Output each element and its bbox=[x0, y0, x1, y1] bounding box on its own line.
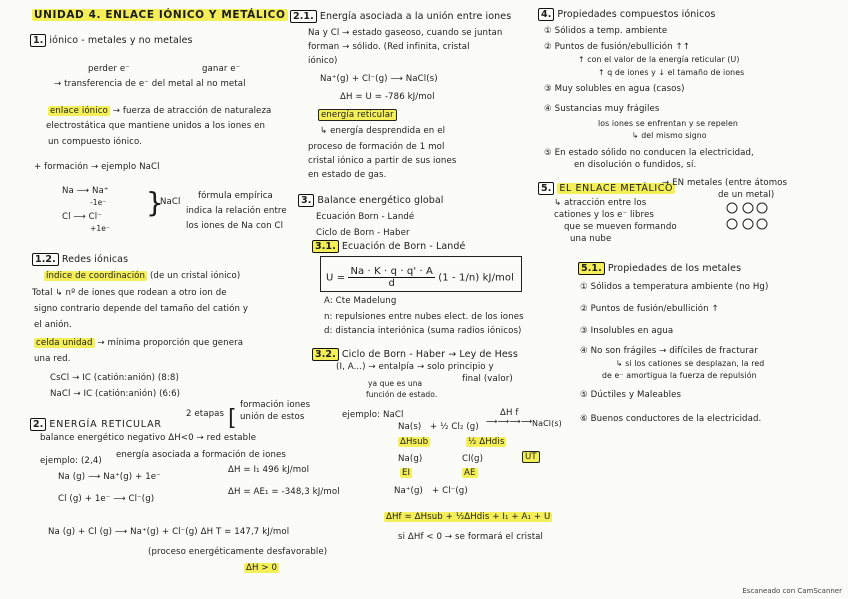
coordination-term: índice de coordinación bbox=[46, 271, 146, 281]
lattice-def-1: ↳ energía desprendida en el bbox=[320, 126, 446, 136]
lattice-equation: Na⁺(g) + Cl⁻(g) ⟶ NaCl(s) bbox=[320, 74, 438, 84]
coordination-def-1: Total ↳ nº de iones que rodean a otro ion de bbox=[32, 288, 227, 298]
lattice-def-2: proceso de formación de 1 mol bbox=[308, 142, 445, 152]
solid-line: forman → sólido. (Red infinita, cristal bbox=[308, 42, 470, 52]
na-electron: -1e⁻ bbox=[90, 198, 107, 207]
cycle-ut-text: UT bbox=[522, 451, 540, 463]
perder-label: perder e⁻ bbox=[88, 64, 130, 74]
cycle-ei bbox=[400, 468, 412, 479]
ionic-crystal-line: iónico) bbox=[308, 56, 338, 66]
hess-line-1: (I, A...) → entalpía → solo principio y bbox=[336, 362, 494, 372]
section-3-2-heading bbox=[312, 348, 518, 361]
born-haber-example: ejemplo: NaCl bbox=[342, 410, 404, 420]
metal-bond-where: → EN metales (entre átomos bbox=[662, 178, 788, 188]
metal-prop-4a: ↳ si los cationes se desplazan, la red bbox=[616, 359, 765, 368]
cycle-dis-text: ½ ΔHdis bbox=[468, 437, 505, 447]
cation-3 bbox=[757, 203, 767, 213]
cycle-ae-text: AE bbox=[464, 468, 476, 478]
metal-prop-1: ① Sólidos a temperatura ambiente (no Hg) bbox=[580, 282, 769, 292]
cycle-dis bbox=[466, 437, 506, 448]
cation-1 bbox=[727, 203, 737, 213]
cycle-na-plus: Na⁺(g) bbox=[394, 486, 423, 496]
metal-prop-4b: de e⁻ amortigua la fuerza de repulsión bbox=[602, 371, 757, 380]
hess-line-3: ya que es una bbox=[368, 379, 423, 388]
metal-prop-3: ③ Insolubles en agua bbox=[580, 326, 674, 336]
section-3-title: Balance energético global bbox=[317, 195, 444, 206]
electron-sea-diagram bbox=[722, 200, 782, 234]
ganar-label: ganar e⁻ bbox=[202, 64, 241, 74]
metal-bond-def-2: cationes y los e⁻ libres bbox=[554, 210, 654, 220]
cycle-na-g: Na(g) bbox=[398, 454, 423, 464]
unit-cell-def-2: una red. bbox=[34, 354, 71, 364]
section-1-2-number: 1.2. bbox=[32, 253, 59, 266]
cycle-nacl: NaCl(s) bbox=[532, 419, 562, 428]
empirical-formula-note: fórmula empírica bbox=[198, 191, 273, 201]
cycle-ei-text: EI bbox=[402, 468, 411, 478]
section-3-heading bbox=[298, 194, 444, 207]
formula-unit: kJ/mol bbox=[482, 272, 514, 284]
hess-line-4: función de estado. bbox=[366, 390, 438, 399]
section-5-heading bbox=[538, 182, 675, 195]
ionic-prop-4a: los iones se enfrentan y se repelen bbox=[598, 119, 738, 128]
column-right bbox=[538, 0, 844, 599]
stage-1: formación iones bbox=[240, 400, 311, 410]
section-3-2-title: Ciclo de Born - Haber → Ley de Hess bbox=[341, 349, 518, 360]
lattice-def-3: cristal iónico a partir de sus iones bbox=[308, 156, 457, 166]
cation-6 bbox=[757, 219, 767, 229]
ionic-bond-def-1: → fuerza de atracción de naturaleza bbox=[112, 106, 272, 116]
stages-label: 2 etapas bbox=[186, 409, 225, 419]
section-5-number: 5. bbox=[538, 182, 554, 195]
na-ionization: Na ⟶ Na⁺ bbox=[62, 186, 109, 196]
ratio-note: indica la relación entre bbox=[186, 206, 287, 216]
cl-electron: +1e⁻ bbox=[90, 224, 111, 233]
section-2-1-title: Energía asociada a la unión entre iones bbox=[319, 11, 512, 22]
metal-prop-6: ⑥ Buenos conductores de la electricidad. bbox=[580, 414, 762, 424]
coordination-def-2: signo contrario depende del tamaño del catión y bbox=[34, 304, 249, 314]
section-3-number: 3. bbox=[298, 194, 314, 207]
section-2-title: ENERGÍA RETICULAR bbox=[49, 419, 162, 430]
energy-balance: balance energético negativo ΔH<0 → red estable bbox=[40, 433, 257, 443]
metal-prop-4: ④ No son frágiles → difíciles de fracturar bbox=[580, 346, 758, 356]
column-middle bbox=[290, 0, 562, 599]
cation-2 bbox=[743, 203, 753, 213]
hess-equation bbox=[384, 512, 552, 523]
metal-prop-2: ② Puntos de fusión/ebullición ↑ bbox=[580, 304, 719, 314]
madelung-def: A: Cte Madelung bbox=[324, 296, 397, 306]
nacl-ic: NaCl → IC (catión:anión) (6:6) bbox=[50, 389, 181, 399]
born-haber-item: Ciclo de Born - Haber bbox=[316, 228, 410, 238]
formation-example: + formación → ejemplo NaCl bbox=[34, 162, 160, 172]
scanner-watermark: Escaneado con CamScanner bbox=[742, 587, 842, 595]
example-label: ejemplo: (2,4) bbox=[40, 456, 102, 466]
cl-ionization: Cl ⟶ Cl⁻ bbox=[62, 212, 102, 222]
eq-cl-affinity: Cl (g) + 1e⁻ ⟶ Cl⁻(g) bbox=[58, 494, 155, 504]
ion-formation-energy: energía asociada a formación de iones bbox=[116, 450, 286, 460]
formula-fraction bbox=[348, 266, 435, 289]
transfer-line: → transferencia de e⁻ del metal al no metal bbox=[54, 79, 246, 89]
section-5-title: EL ENLACE METÁLICO bbox=[559, 183, 674, 194]
ionic-prop-3: ③ Muy solubles en agua (casos) bbox=[544, 84, 685, 94]
metal-bond-def-3: que se mueven formando bbox=[564, 222, 677, 232]
born-lande-item: Ecuación Born - Landé bbox=[316, 212, 415, 222]
ionic-bond-def-2: electrostática que mantiene unidos a los iones en bbox=[46, 121, 266, 131]
hess-line-2: final (valor) bbox=[462, 374, 513, 384]
section-1-number: 1. bbox=[30, 34, 46, 47]
formula-denominator: d bbox=[388, 278, 395, 289]
section-4-heading bbox=[538, 8, 715, 21]
section-5-1-number: 5.1. bbox=[578, 262, 605, 275]
cycle-cl2: + ½ Cl₂ (g) bbox=[430, 422, 479, 432]
page-title-text: UNIDAD 4. ENLACE IÓNICO Y METÁLICO bbox=[34, 9, 286, 21]
cycle-na-s: Na(s) bbox=[398, 422, 422, 432]
ionic-bond-definition bbox=[48, 106, 271, 117]
cycle-dhf: ΔH f bbox=[500, 408, 519, 418]
stage-2: unión de estos bbox=[240, 412, 305, 422]
section-3-2-number: 3.2. bbox=[312, 348, 339, 361]
section-5-1-title: Propiedades de los metales bbox=[607, 263, 742, 274]
section-1-heading bbox=[30, 34, 193, 47]
metal-bond-def-4: una nube bbox=[570, 234, 612, 244]
eq-na-dh: ΔH = I₁ 496 kJ/mol bbox=[228, 465, 310, 475]
unfavorable-note: (proceso energéticamente desfavorable) bbox=[148, 547, 328, 557]
section-2-1-heading bbox=[290, 10, 511, 23]
dh-positive-text: ΔH > 0 bbox=[246, 563, 278, 573]
cycle-arrow: ⟶⟶⟶⟶ bbox=[486, 417, 533, 426]
lattice-energy-term bbox=[318, 110, 397, 121]
section-2-number: 2. bbox=[30, 418, 46, 431]
coordination-def-3: el anión. bbox=[34, 320, 72, 330]
cycle-cl-minus: + Cl⁻(g) bbox=[432, 486, 468, 496]
eq-cl-dh: ΔH = AE₁ = -348,3 kJ/mol bbox=[228, 487, 340, 497]
section-3-1-title: Ecuación de Born - Landé bbox=[341, 241, 466, 252]
section-2-heading bbox=[30, 418, 162, 431]
ionic-prop-2a: ↑ con el valor de la energía reticular (U) bbox=[578, 55, 740, 64]
cscl-ic: CsCl → IC (catión:anión) (8:8) bbox=[50, 373, 179, 383]
repulsion-def: n: repulsiones entre nubes elect. de los iones bbox=[324, 312, 524, 322]
ionic-bond-term: enlace iónico bbox=[50, 106, 108, 116]
unit-cell bbox=[34, 338, 243, 349]
lattice-u-value: ΔH = U = -786 kJ/mol bbox=[340, 92, 435, 102]
ionic-prop-4b: ↳ del mismo signo bbox=[632, 131, 707, 140]
unit-cell-def: → mínima proporción que genera bbox=[97, 338, 244, 348]
section-4-title: Propiedades compuestos iónicos bbox=[557, 9, 716, 20]
cycle-cl-g: Cl(g) bbox=[462, 454, 484, 464]
nacl-formula: NaCl bbox=[160, 197, 181, 207]
section-5-1-heading bbox=[578, 262, 741, 275]
born-lande-formula bbox=[326, 266, 514, 289]
formula-parenthesis: (1 - 1/n) bbox=[438, 272, 480, 284]
ionic-prop-2: ② Puntos de fusión/ebullición ↑↑ bbox=[544, 42, 691, 52]
eq-overall: Na (g) + Cl (g) ⟶ Na⁺(g) + Cl⁻(g) ΔH T = 147,7 kJ/mol bbox=[48, 527, 290, 537]
ionic-prop-5a: en disolución o fundidos, sí. bbox=[574, 160, 697, 170]
cycle-sub bbox=[398, 437, 430, 448]
hess-equation-text: ΔHf = ΔHsub + ½ΔHdis + I₁ + A₁ + U bbox=[386, 512, 551, 522]
cycle-ae bbox=[462, 468, 478, 479]
lattice-energy-text: energía reticular bbox=[318, 109, 397, 121]
formula-numerator: Na · K · q · q' · A bbox=[350, 266, 433, 277]
section-1-title: iónico - metales y no metales bbox=[49, 35, 193, 46]
cation-4 bbox=[727, 219, 737, 229]
ionic-prop-5: ⑤ En estado sólido no conducen la electricidad, bbox=[544, 148, 754, 158]
hess-condition: si ΔHf < 0 → se formará el cristal bbox=[398, 532, 544, 542]
coordination-note: (de un cristal iónico) bbox=[149, 271, 241, 281]
section-3-1-number: 3.1. bbox=[312, 240, 339, 253]
ionic-prop-4: ④ Sustancias muy frágiles bbox=[544, 104, 660, 114]
ionic-prop-1: ① Sólidos a temp. ambiente bbox=[544, 26, 668, 36]
ionic-prop-2b: ↑ q de iones y ↓ el tamaño de iones bbox=[598, 68, 745, 77]
brace: } bbox=[146, 186, 164, 219]
dh-positive bbox=[244, 563, 279, 574]
cycle-sub-text: ΔHsub bbox=[400, 437, 429, 447]
cation-5 bbox=[743, 219, 753, 229]
section-1-2-heading bbox=[32, 253, 128, 266]
formula-u: U = bbox=[326, 272, 346, 284]
section-2-1-number: 2.1. bbox=[290, 10, 317, 23]
section-4-number: 4. bbox=[538, 8, 554, 21]
metal-bond-where-2: de un metal) bbox=[718, 190, 775, 200]
page-title bbox=[32, 10, 288, 21]
gas-state-line: Na y Cl → estado gaseoso, cuando se juntan bbox=[308, 28, 503, 38]
stages-bracket: [ bbox=[228, 406, 237, 431]
eq-na-ionization: Na (g) ⟶ Na⁺(g) + 1e⁻ bbox=[58, 472, 161, 482]
ionic-bond-def-3: un compuesto iónico. bbox=[48, 137, 143, 147]
section-3-1-heading bbox=[312, 240, 466, 253]
section-1-2-title: Redes iónicas bbox=[61, 254, 129, 265]
coordination-index bbox=[44, 271, 240, 282]
metal-prop-5: ⑤ Dúctiles y Maleables bbox=[580, 390, 682, 400]
ions-note: los iones de Na con Cl bbox=[186, 221, 284, 231]
metal-bond-def-1: ↳ atracción entre los bbox=[554, 198, 647, 208]
distance-def: d: distancia interiónica (suma radios iónicos) bbox=[324, 326, 522, 336]
lattice-def-4: en estado de gas. bbox=[308, 170, 387, 180]
unit-cell-term: celda unidad bbox=[36, 338, 93, 348]
